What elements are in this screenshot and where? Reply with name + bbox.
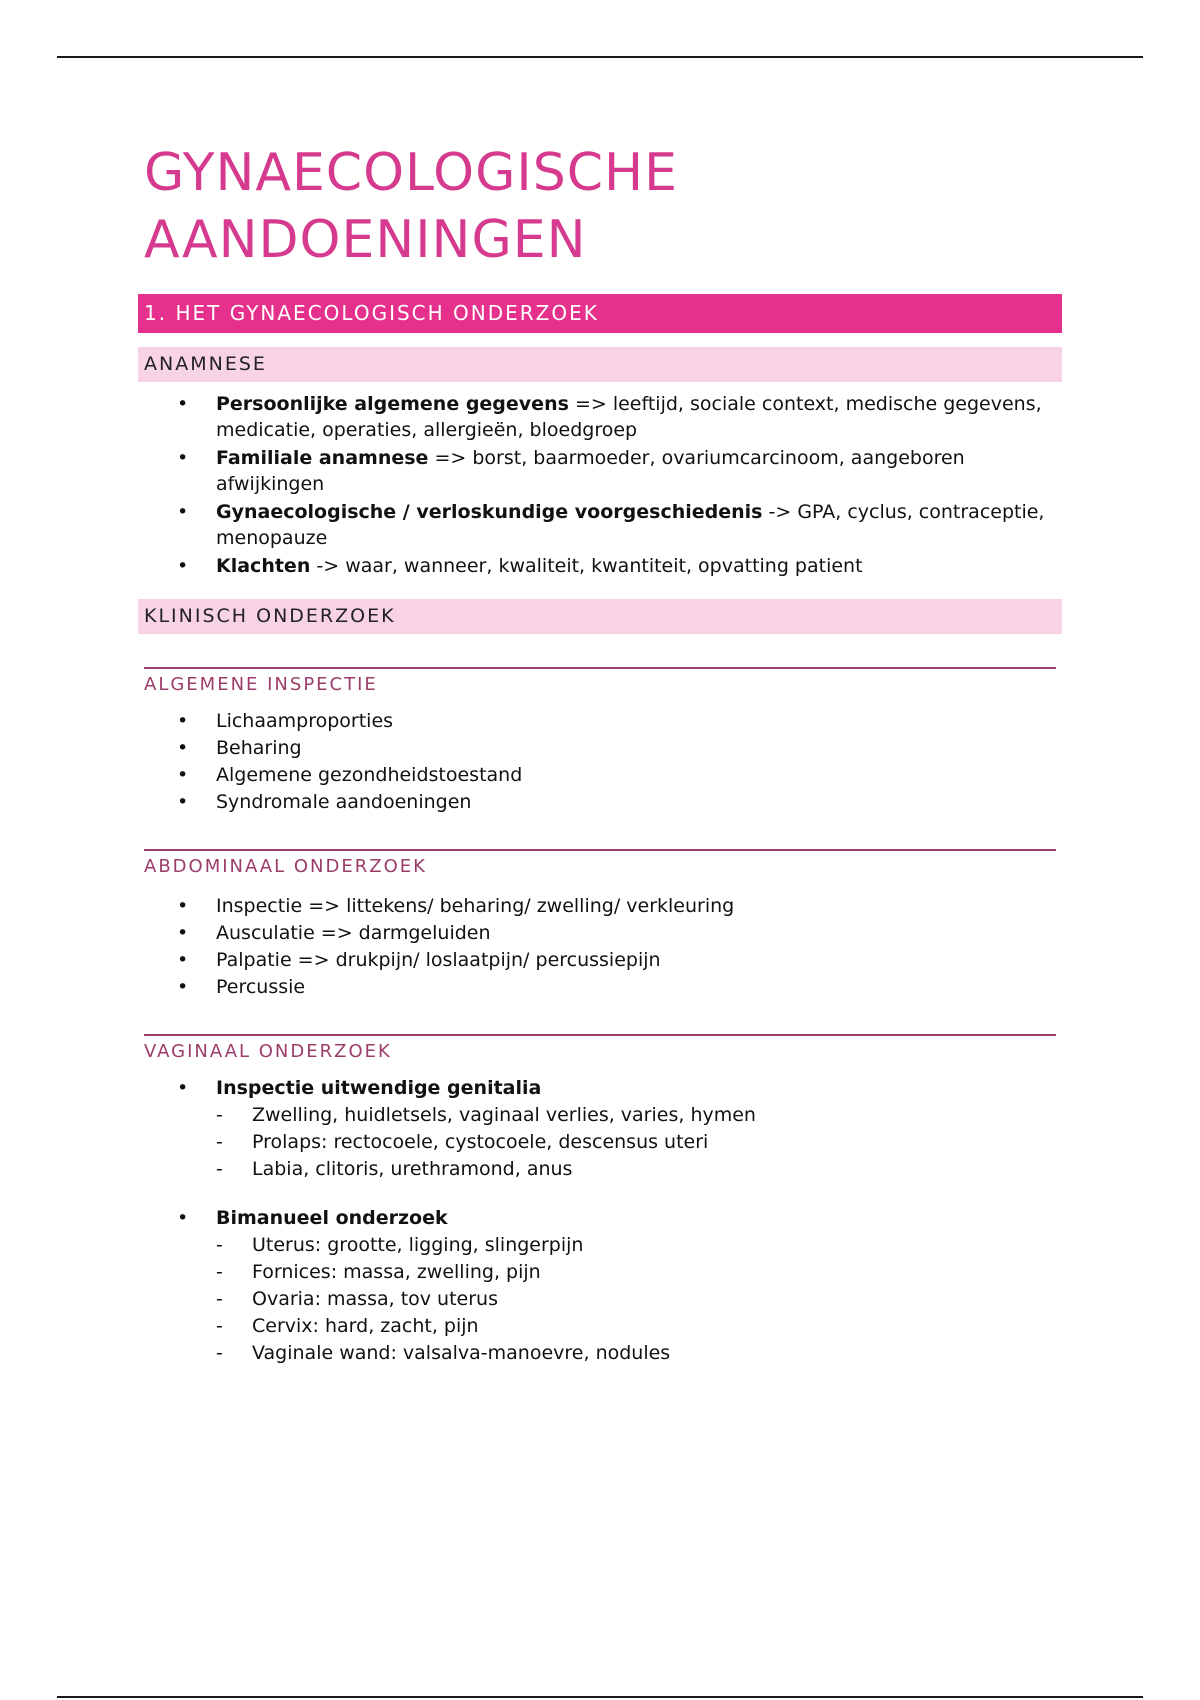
list-item — [138, 893, 1062, 920]
list-item-text: Syndromale aandoeningen — [216, 791, 472, 813]
subsection-heading-anamnese: ANAMNESE — [138, 347, 1062, 382]
list-item-bold: Klachten — [216, 555, 311, 577]
sublist-item-text: Prolaps: rectocoele, cystocoele, descensus uteri — [252, 1131, 709, 1153]
section-heading-1: 1. HET GYNAECOLOGISCH ONDERZOEK — [138, 294, 1062, 333]
sublist-item — [138, 1102, 1062, 1129]
bullet-glyph: • — [177, 1077, 189, 1099]
list-item-text: Beharing — [216, 737, 302, 759]
vaginaal-list — [138, 1075, 1062, 1367]
bullet-glyph: • — [177, 791, 189, 813]
sublist-item-text: Zwelling, huidletsels, vaginaal verlies, varies, hymen — [252, 1104, 756, 1126]
dash-glyph: - — [216, 1288, 223, 1310]
sublist-item-text: Vaginale wand: valsalva-manoevre, nodules — [252, 1342, 671, 1364]
list-item-text: -> waar, wanneer, kwaliteit, kwantiteit, opvatting patient — [310, 555, 863, 577]
sublist-item — [138, 1286, 1062, 1313]
bullet-glyph: • — [177, 949, 189, 971]
list-item-bold: Gynaecologische / verloskundige voorgeschiedenis — [216, 501, 763, 523]
document-title — [144, 140, 1062, 274]
list-item — [138, 920, 1062, 947]
bullet-glyph: • — [177, 895, 189, 917]
subsection-heading-klinisch: KLINISCH ONDERZOEK — [138, 599, 1062, 634]
anamnese-list — [138, 391, 1062, 579]
list-item — [138, 947, 1062, 974]
dash-glyph: - — [216, 1315, 223, 1337]
group-label: Inspectie uitwendige genitalia — [216, 1077, 542, 1099]
sublist-bimanueel — [216, 1232, 1062, 1367]
bullet-glyph: • — [177, 447, 189, 469]
dash-glyph: - — [216, 1261, 223, 1283]
bullet-glyph: • — [177, 922, 189, 944]
bullet-glyph: • — [177, 501, 189, 523]
bullet-glyph: • — [177, 1207, 189, 1229]
sublist-item-text: Ovaria: massa, tov uterus — [252, 1288, 498, 1310]
list-item — [138, 553, 1062, 579]
heading-algemene-inspectie: ALGEMENE INSPECTIE — [144, 667, 1056, 698]
list-item-group — [138, 1205, 1062, 1367]
heading-vaginaal-onderzoek: VAGINAAL ONDERZOEK — [144, 1034, 1056, 1065]
dash-glyph: - — [216, 1234, 223, 1256]
group-label: Bimanueel onderzoek — [216, 1207, 448, 1229]
sublist-item — [138, 1129, 1062, 1156]
list-item-text: Palpatie => drukpijn/ loslaatpijn/ percussiepijn — [216, 949, 661, 971]
sublist-item-text: Labia, clitoris, urethramond, anus — [252, 1158, 573, 1180]
sublist-item — [138, 1232, 1062, 1259]
list-item-text: -> GPA, cyclus, contraceptie, menopauze — [216, 501, 1045, 549]
list-item — [138, 708, 1062, 735]
dash-glyph: - — [216, 1158, 223, 1180]
bullet-glyph: • — [177, 737, 189, 759]
dash-glyph: - — [216, 1104, 223, 1126]
title-line-1: GYNAECOLOGISCHE — [144, 143, 678, 203]
list-item — [138, 762, 1062, 789]
sublist-item — [138, 1156, 1062, 1183]
list-item-text: Algemene gezondheidstoestand — [216, 764, 523, 786]
list-item-text: Lichaamproporties — [216, 710, 394, 732]
list-item-bold: Persoonlijke algemene gegevens — [216, 393, 569, 415]
list-item-text: Inspectie => littekens/ beharing/ zwelling/ verkleuring — [216, 895, 735, 917]
list-item-group — [138, 1075, 1062, 1183]
bullet-glyph: • — [177, 555, 189, 577]
group-spacer — [138, 1183, 1062, 1205]
list-item-text: => borst, baarmoeder, ovariumcarcinoom, aangeboren afwijkingen — [216, 447, 965, 495]
list-item — [138, 499, 1062, 551]
list-item-text: Ausculatie => darmgeluiden — [216, 922, 491, 944]
algemene-inspectie-list — [138, 708, 1062, 816]
document-body — [138, 140, 1062, 1367]
title-line-2: AANDOENINGEN — [144, 210, 587, 270]
abdominaal-list — [138, 893, 1062, 1001]
sublist-item-text: Fornices: massa, zwelling, pijn — [252, 1261, 541, 1283]
list-item — [138, 445, 1062, 497]
dash-glyph: - — [216, 1131, 223, 1153]
bullet-glyph: • — [177, 976, 189, 998]
bullet-glyph: • — [177, 764, 189, 786]
list-item — [138, 735, 1062, 762]
bullet-glyph: • — [177, 710, 189, 732]
sublist-item-text: Cervix: hard, zacht, pijn — [252, 1315, 479, 1337]
bullet-glyph: • — [177, 393, 189, 415]
sublist-item-text: Uterus: grootte, ligging, slingerpijn — [252, 1234, 584, 1256]
list-item — [138, 391, 1062, 443]
sublist-item — [138, 1340, 1062, 1367]
list-item — [138, 789, 1062, 816]
list-item-text: Percussie — [216, 976, 306, 998]
heading-abdominaal-onderzoek: ABDOMINAAL ONDERZOEK — [144, 849, 1056, 880]
page-bottom-rule — [57, 1696, 1143, 1698]
list-item-bold: Familiale anamnese — [216, 447, 429, 469]
page-top-rule — [57, 56, 1143, 58]
sublist-item — [138, 1259, 1062, 1286]
list-item-text: => leeftijd, sociale context, medische gegevens, medicatie, operaties, allergieën, bloedgroep — [216, 393, 1042, 441]
list-item — [138, 974, 1062, 1001]
dash-glyph: - — [216, 1342, 223, 1364]
sublist-item — [138, 1313, 1062, 1340]
sublist-inspectie — [216, 1102, 1062, 1183]
